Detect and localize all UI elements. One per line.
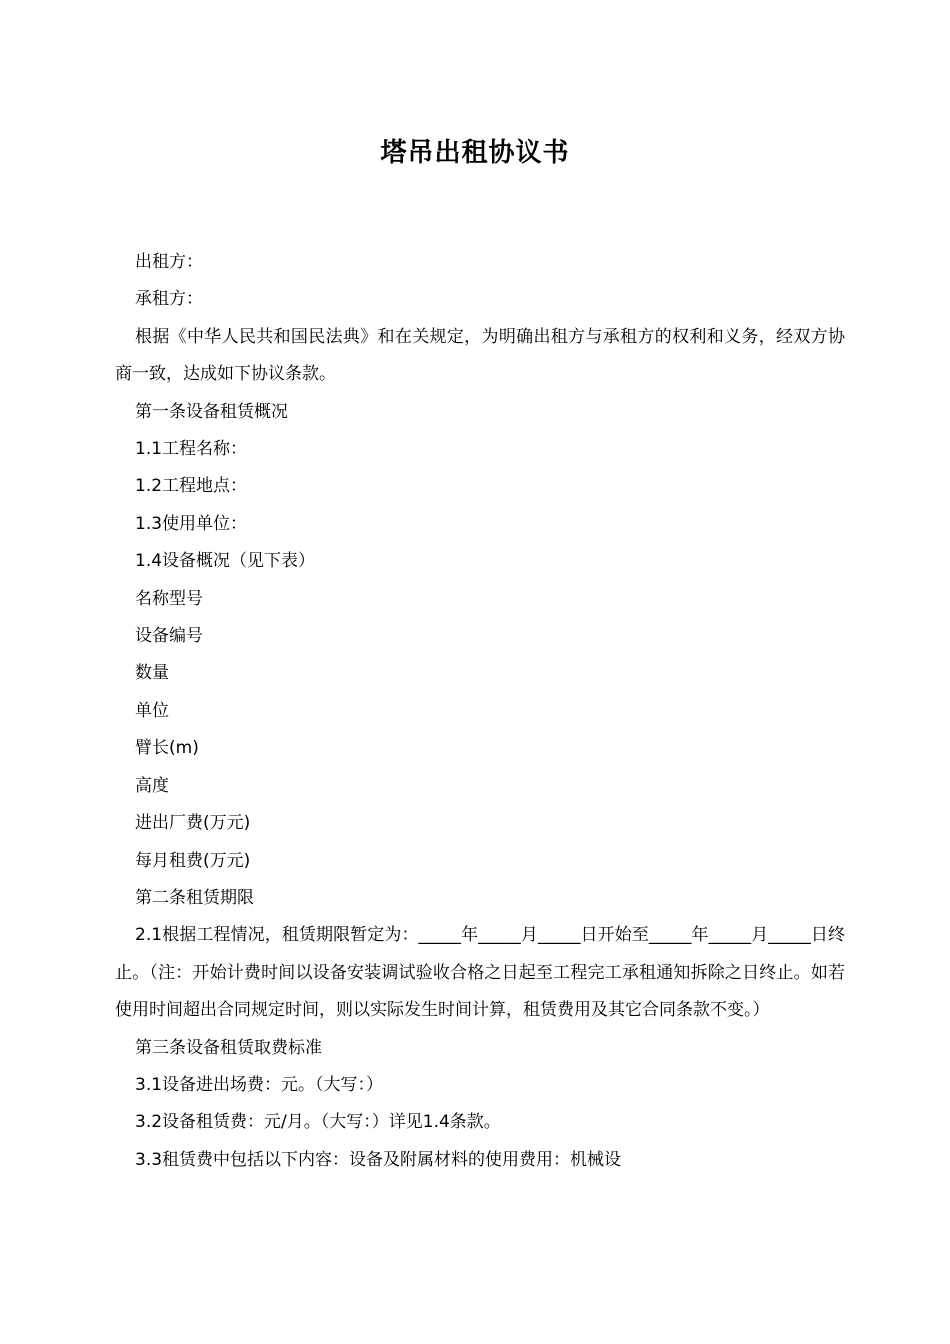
document-title: 塔吊出租协议书 xyxy=(380,138,570,168)
paragraph-lessor: 出租方： xyxy=(135,252,203,272)
equipment-field-entry-exit-fee: 进出厂费(万元) xyxy=(135,813,251,834)
equipment-field-height: 高度 xyxy=(135,775,169,796)
document-body xyxy=(115,244,845,1179)
section-heading-2: 第二条租赁期限 xyxy=(135,887,254,908)
clause-3-1: 3.1设备进出场费：元。（大写：） xyxy=(135,1074,384,1095)
paragraph-lessee: 承租方： xyxy=(135,289,203,310)
equipment-field-number: 设备编号 xyxy=(135,626,203,647)
clause-1-1: 1.1工程名称： xyxy=(135,439,248,460)
equipment-field-quantity: 数量 xyxy=(135,663,169,684)
clause-1-4: 1.4设备概况（见下表） xyxy=(135,551,316,572)
clause-2-1: 2.1根据工程情况，租赁期限暂定为：_____年_____月_____日开始至_____年_____月_____日终止。（注：开始计费时间以设备安装调试验收合格之日起至工程完工承租通知拆除之日终止。如若使用时间超出合同规定时间，则以实际发生时间计算，租赁费用及其它合同条款不变。） xyxy=(115,925,845,1021)
paragraph-preamble: 根据《中华人民共和国民法典》和在关规定，为明确出租方与承租方的权利和义务，经双方协商一致，达成如下协议条款。 xyxy=(115,326,845,385)
equipment-field-monthly-rent: 每月租费(万元) xyxy=(135,850,251,871)
section-heading-1: 第一条设备租赁概况 xyxy=(135,401,288,422)
clause-1-3: 1.3使用单位： xyxy=(135,513,248,534)
clause-3-2: 3.2设备租赁费：元/月。（大写：）详见1.4条款。 xyxy=(135,1112,501,1133)
equipment-field-arm-length: 臂长(m) xyxy=(135,738,199,759)
clause-3-3: 3.3租赁费中包括以下内容：设备及附属材料的使用费用：机械设 xyxy=(135,1149,622,1170)
section-heading-3: 第三条设备租赁取费标准 xyxy=(135,1037,322,1058)
equipment-field-model: 名称型号 xyxy=(135,588,203,609)
clause-1-2: 1.2工程地点： xyxy=(135,476,248,497)
equipment-field-unit: 单位 xyxy=(135,700,169,721)
